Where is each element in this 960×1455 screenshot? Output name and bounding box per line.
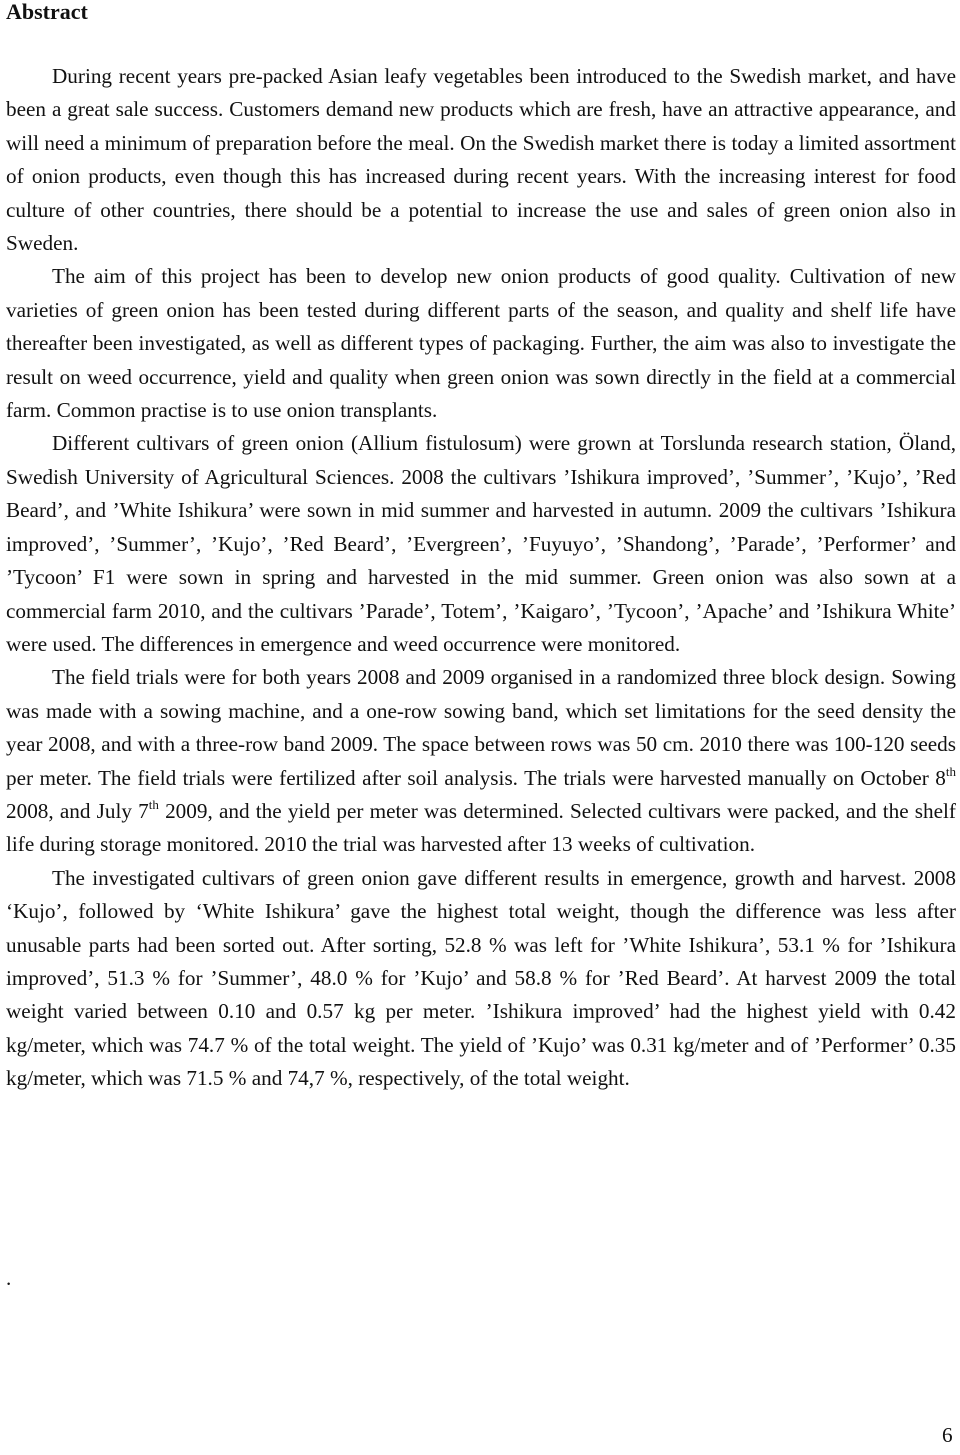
ordinal-superscript-october: th	[945, 763, 956, 779]
paragraph-2-project-aim: The aim of this project has been to develop new onion products of good quality. Cultivation of new varieties of green onion has been tested during different parts of the season, and quality and shelf life have thereafter been investigated, as well as different types of packaging. Further, the aim was also to investigate the result on weed occurrence, yield and quality when green onion was sown directly in the field at a commercial farm. Common practise is to use onion transplants.	[6, 264, 956, 423]
paragraph-5-results: The investigated cultivars of green onion gave different results in emergence, growth and harvest. 2008 ‘Kujo’, followed by ‘White Ishikura’ gave the highest total weight, though the difference was less after unusable parts had been sorted out. After sorting, 52.8 % was left for ’White Ishikura’, 53.1 % for ’Ishikura improved’, 51.3 % for ’Summer’, 48.0 % for ’Kujo’ and 58.8 % for ’Red Beard’. At harvest 2009 the total weight varied between 0.10 and 0.57 kg per meter. ’Ishikura improved’ had the highest yield with 0.42 kg/meter, which was 74.7 % of the total weight. The yield of ’Kujo’ was 0.31 kg/meter and of ’Performer’ 0.35 kg/meter, which was 71.5 % and 74,7 %, respectively, of the total weight.	[6, 865, 956, 1091]
field-trials-text-part-3: 2009, and the yield per meter was determined. Selected cultivars were packed, and the shelf life during storage monitored. 2010 the trial was harvested after 13 weeks of cultivation.	[6, 798, 956, 857]
trailing-period: .	[6, 1266, 12, 1290]
paragraph-4-field-trials	[6, 661, 956, 861]
field-trials-text-part-2: 2008, and July 7	[6, 798, 149, 823]
paragraph-3-cultivars: Different cultivars of green onion (Allium fistulosum) were grown at Torslunda research station, Öland, Swedish University of Agricultural Sciences. 2008 the cultivars ’Ishikura improved’, ’Summer’, ’Kujo’, ’Red Beard’, and ’White Ishikura’ were sown in mid summer and harvested in autumn. 2009 the cultivars ’Ishikura improved’, ’Summer’, ’Kujo’, ’Red Beard’, ’Evergreen’, ’Fuyuyo’, ’Shandong’, ’Parade’, ’Performer’ and ’Tycoon’ F1 were sown in spring and harvested in the mid summer. Green onion was also sown at a commercial farm 2010, and the cultivars ’Parade’, Totem’, ’Kaigaro’, ’Tycoon’, ’Apache’ and ’Ishikura White’ were used. The differences in emergence and weed occurrence were monitored.	[6, 431, 956, 656]
abstract-body	[6, 60, 956, 1096]
abstract-heading: Abstract	[6, 0, 88, 24]
ordinal-superscript-july: th	[148, 796, 159, 812]
page-number: 6	[942, 1423, 953, 1447]
paragraph-1-market-background: During recent years pre-packed Asian leafy vegetables been introduced to the Swedish market, and have been a great sale success. Customers demand new products which are fresh, have an attractive appearance, and will need a minimum of preparation before the meal. On the Swedish market there is today a limited assortment of onion products, even though this has increased during recent years. With the increasing interest for food culture of other countries, there should be a potential to increase the use and sales of green onion also in Sweden.	[6, 64, 956, 256]
field-trials-text-part-1: The field trials were for both years 2008 and 2009 organised in a randomized three block design. Sowing was made with a sowing machine, and a one-row sowing band, which set limitations for the seed density the year 2008, and with a three-row band 2009. The space between rows was 50 cm. 2010 there was 100-120 seeds per meter. The field trials were fertilized after soil analysis. The trials were harvested manually on October 8	[6, 665, 956, 790]
